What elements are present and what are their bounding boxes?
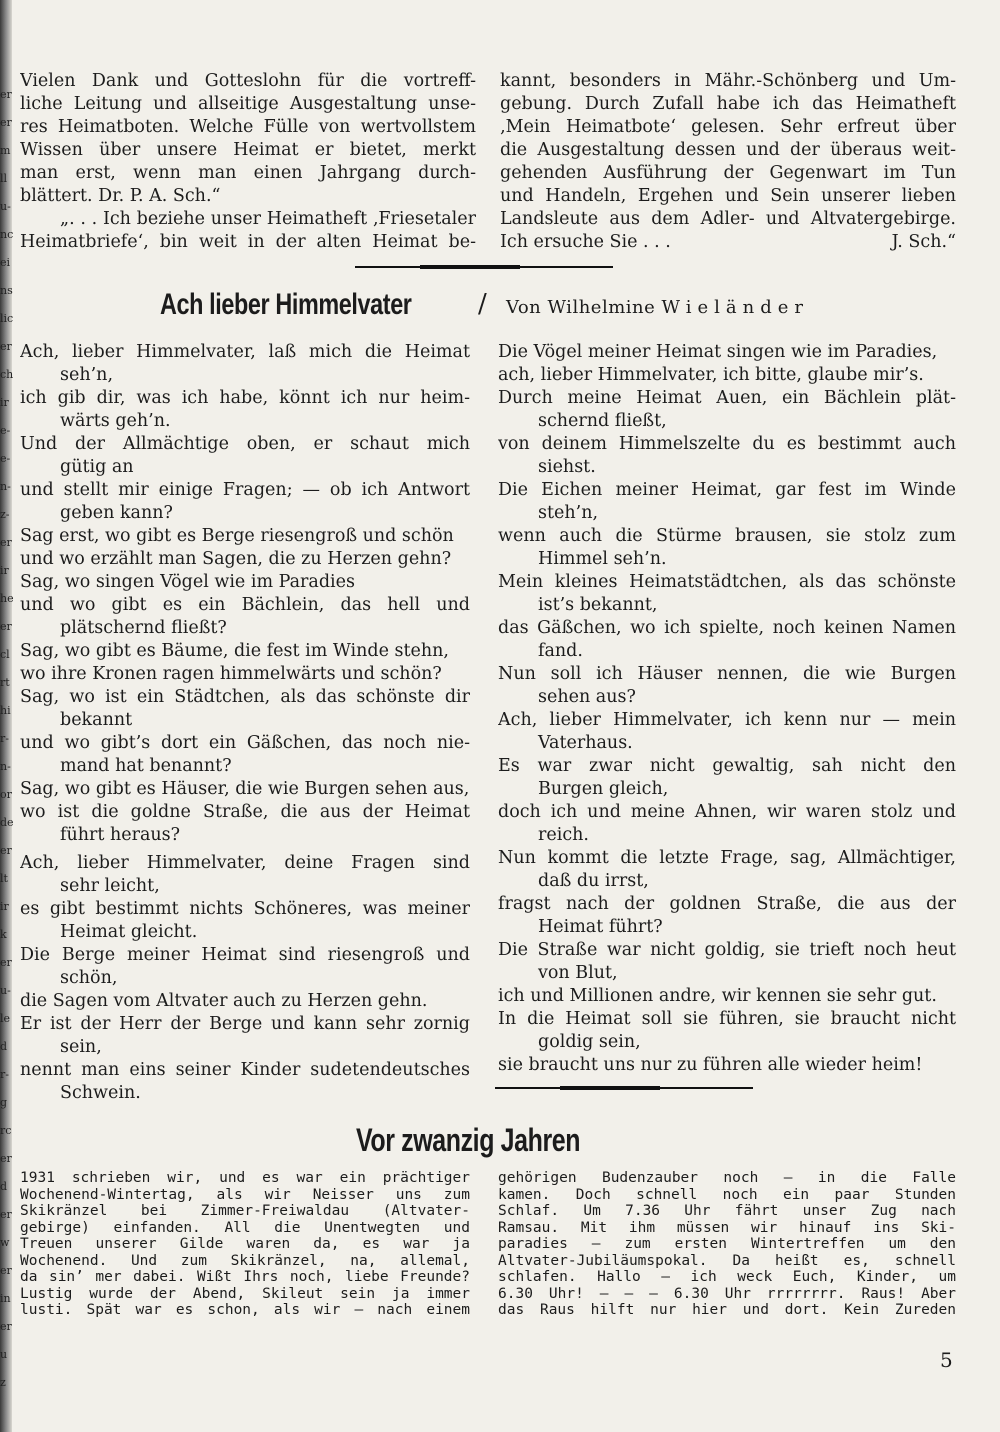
text-line: Ramsau. Mit ihm müssen wir hinauf ins Ski- [498, 1219, 956, 1236]
article-right-column [498, 1170, 956, 1319]
margin-fragment: u [0, 1348, 8, 1361]
verse-line: nennt man eins seiner Kinder sudetendeutsches [20, 1060, 470, 1080]
text-line: die Ausgestaltung dessen und der überaus weit- [500, 140, 956, 160]
text-line: Wissen über unsere Heimat er bietet, merkt [20, 140, 476, 160]
poem-title: Ach lieber Himmelvater [160, 288, 412, 321]
margin-fragment: in [0, 1292, 11, 1305]
margin-fragment: er [0, 1264, 12, 1277]
margin-fragment: ei [0, 256, 11, 269]
letters-right-column [500, 70, 956, 254]
margin-fragment: er [0, 88, 12, 101]
verse-line-continuation: geben kann? [60, 503, 173, 523]
verse-line: sie braucht uns nur zu führen alle wieder heim! [498, 1055, 923, 1075]
margin-fragment: le [0, 1012, 11, 1025]
text-line: res Heimatboten. Welche Fülle von wertvollstem [20, 117, 476, 137]
verse-line-continuation: sehr leicht, [60, 876, 160, 896]
verse-line: die Sagen vom Altvater auch zu Herzen gehn. [20, 991, 428, 1011]
article-left-column [20, 1170, 470, 1319]
verse-line: Sag, wo gibt es Bäume, die fest im Winde stehn, [20, 641, 449, 661]
text-line: Altvater-Jubiläumspokal. Da heißt es, schnell [498, 1252, 956, 1269]
margin-fragment: rc [0, 1124, 12, 1137]
text-line: gebung. Durch Zufall habe ich das Heimatheft [500, 94, 956, 114]
margin-fragment: cl [0, 648, 10, 661]
page-number: 5 [940, 1348, 953, 1372]
margin-fragment: e- [0, 424, 11, 437]
verse-line: wo ist die goldne Straße, die aus der Heimat [20, 802, 470, 822]
verse-line-continuation: mand hat benannt? [60, 756, 232, 776]
verse-line-continuation: siehst. [538, 457, 596, 477]
verse-line: und stellt mir einige Fragen; — ob ich Antwort [20, 480, 470, 500]
margin-fragment: ch [0, 368, 14, 381]
margin-fragment: g [0, 1096, 8, 1109]
margin-fragment: d [0, 1180, 8, 1193]
verse-line-continuation: wärts geh’n. [60, 411, 171, 431]
margin-fragment: u- [0, 984, 11, 997]
verse-line-continuation: plätschernd fließt? [60, 618, 227, 638]
margin-fragment: rt [0, 676, 10, 689]
verse-line: fragst nach der goldnen Straße, die aus der [498, 894, 956, 914]
verse-line: Nun kommt die letzte Frage, sag, Allmächtiger, [498, 848, 956, 868]
margin-fragment: n- [0, 760, 11, 773]
verse-line-continuation: von Blut, [538, 963, 618, 983]
verse-line: Mein kleines Heimatstädtchen, als das schönste [498, 572, 956, 592]
byline-prefix: Von Wilhelmine [506, 297, 656, 318]
text-line: das Raus hilft nur hier und dort. Kein Zureden [498, 1302, 956, 1318]
text-line: Lustig wurde der Abend, Skileut sein ja immer [20, 1285, 470, 1302]
verse-line: und wo gibt es ein Bächlein, das hell und [20, 595, 470, 615]
margin-fragment: ir [0, 396, 9, 409]
verse-line-continuation: Heimat gleicht. [60, 922, 198, 942]
text-line: 1931 schrieben wir, und es war ein prächtiger [20, 1170, 470, 1186]
verse-line: doch ich und meine Ahnen, wir waren stolz und [498, 802, 956, 822]
verse-line-continuation: führt heraus? [60, 825, 181, 845]
margin-fragment: r- [0, 1068, 9, 1081]
poem-right-column [498, 341, 956, 1077]
verse-line-continuation: fand. [538, 641, 583, 661]
margin-fragment: m [0, 144, 11, 157]
text-line: gehenden Ausführung der Gegenwart im Tun [500, 163, 956, 183]
margin-fragment: er [0, 1320, 12, 1333]
text-line: Heimatbriefe‘, bin weit in der alten Heimat be- [20, 232, 476, 252]
margin-fragment: er [0, 620, 12, 633]
verse-line: ich gib dir, was ich habe, könnt ich nur heim- [20, 388, 470, 408]
margin-fragment: er [0, 1208, 12, 1221]
margin-fragment: ir [0, 900, 9, 913]
verse-line: Die Straße war nicht goldig, sie trieft noch heut [498, 940, 956, 960]
text-line: gebirge) einfanden. All die Unentwegten und [20, 1219, 470, 1236]
verse-line-continuation: schernd fließt, [538, 411, 667, 431]
margin-fragment: er [0, 340, 12, 353]
verse-line: Sag, wo singen Vögel wie im Paradies [20, 572, 355, 592]
verse-line: Sag erst, wo gibt es Berge riesengroß und schön [20, 526, 454, 546]
author-name: Wieländer [661, 297, 809, 318]
verse-line-continuation: goldig sein, [538, 1032, 641, 1052]
verse-line-continuation: sein, [60, 1037, 102, 1057]
verse-line: Die Berge meiner Heimat sind riesengroß und [20, 945, 470, 965]
text-line: 6.30 Uhr! — — — 6.30 Uhr rrrrrrrr. Raus! Aber [498, 1285, 956, 1302]
text-line: da sin’ mer dabei. Wißt Ihrs noch, liebe Freunde? [20, 1269, 470, 1285]
text-line: Schlaf. Um 7.36 Uhr fährt unser Zug nach [498, 1203, 956, 1219]
margin-fragment: de [0, 816, 14, 829]
verse-line: Nun soll ich Häuser nennen, die wie Burgen [498, 664, 956, 684]
verse-line-continuation: reich. [538, 825, 589, 845]
verse-line-continuation: schön, [60, 968, 118, 988]
poem-byline [506, 297, 809, 318]
verse-line: Durch meine Heimat Auen, ein Bächlein plät- [498, 388, 956, 408]
verse-line-continuation: Burgen gleich, [538, 779, 669, 799]
text-line: Skikränzel bei Zimmer-Freiwaldau (Altvater- [20, 1203, 470, 1219]
verse-line-continuation: Heimat führt? [538, 917, 663, 937]
margin-fragment: ir [0, 564, 9, 577]
verse-line: ach, lieber Himmelvater, ich bitte, glaube mir’s. [498, 365, 924, 385]
margin-fragment: lt [0, 872, 8, 885]
text-line: gehörigen Budenzauber noch — in die Falle [498, 1170, 956, 1186]
text-line: Wochenend. Und zum Skikränzel, na, allemal, [20, 1252, 470, 1269]
verse-line-continuation: seh’n, [60, 365, 114, 385]
article-title: Vor zwanzig Jahren [356, 1122, 581, 1158]
verse-line-continuation: bekannt [60, 710, 133, 730]
text-line: Wochenend-Wintertag, als wir Neisser uns zum [20, 1186, 470, 1203]
text-line: und Handeln, Ergehen und Sein unserer lieben [500, 186, 956, 206]
margin-fragment: ll [0, 172, 8, 185]
closing-text: Ich ersuche Sie . . . [500, 232, 671, 252]
text-line: liche Leitung und allseitige Ausgestaltung unse- [20, 94, 476, 114]
divider-rule-center [420, 265, 520, 269]
verse-line-continuation: sehen aus? [538, 687, 636, 707]
verse-line-continuation: Vaterhaus. [538, 733, 633, 753]
signature: J. Sch.“ [891, 232, 956, 252]
margin-fragment: k [0, 928, 7, 941]
margin-fragment: w [0, 1236, 10, 1249]
text-line: Vielen Dank und Gotteslohn für die vortreff- [20, 71, 476, 91]
letters-left-column [20, 70, 476, 254]
verse-line: Ach, lieber Himmelvater, deine Fragen sind [20, 853, 470, 873]
margin-fragment: e- [0, 452, 11, 465]
margin-fragment: ns [0, 284, 13, 297]
verse-line-continuation: ist’s bekannt, [538, 595, 658, 615]
verse-line: Die Eichen meiner Heimat, gar fest im Winde [498, 480, 956, 500]
verse-line: Es war zwar nicht gewaltig, sah nicht den [498, 756, 956, 776]
divider-rule-center [560, 1086, 660, 1090]
margin-fragment: er [0, 844, 12, 857]
verse-line: Ach, lieber Himmelvater, laß mich die Heimat [20, 342, 470, 362]
verse-line: es gibt bestimmt nichts Schöneres, was meiner [20, 899, 470, 919]
margin-fragment: er [0, 536, 12, 549]
verse-line: und wo erzählt man Sagen, die zu Herzen gehn? [20, 549, 452, 569]
verse-line: Sag, wo ist ein Städtchen, als das schönste dir [20, 687, 470, 707]
title-separator: / [478, 289, 487, 319]
margin-fragment: n- [0, 480, 11, 493]
verse-line: In die Heimat soll sie führen, sie braucht nicht [498, 1009, 956, 1029]
text-line: Treuen unserer Gilde waren da, es war ja [20, 1236, 470, 1252]
margin-fragment: er [0, 1152, 12, 1165]
text-line: kamen. Doch schnell noch ein paar Stunden [498, 1186, 956, 1203]
margin-fragment: d [0, 1040, 8, 1053]
margin-fragment: or [0, 788, 12, 801]
margin-fragment: er [0, 956, 12, 969]
verse-line-continuation: gütig an [60, 457, 134, 477]
verse-line: Er ist der Herr der Berge und kann sehr zornig [20, 1014, 470, 1034]
verse-line: wo ihre Kronen ragen himmelwärts und schön? [20, 664, 442, 684]
margin-fragment: z [0, 1376, 6, 1389]
margin-fragment: u- [0, 200, 11, 213]
margin-fragment: lic [0, 312, 14, 325]
verse-line: und wo gibt’s dort ein Gäßchen, das noch nie- [20, 733, 470, 753]
margin-fragment: he [0, 592, 14, 605]
verse-line: von deinem Himmelszelte du es bestimmt auch [498, 434, 956, 454]
verse-line: Sag, wo gibt es Häuser, die wie Burgen sehen aus, [20, 779, 470, 799]
text-line: paradies — zum ersten Wintertreffen um den [498, 1236, 956, 1252]
verse-line-continuation: daß du irrst, [538, 871, 649, 891]
margin-fragment: nc [0, 228, 14, 241]
verse-line: Und der Allmächtige oben, er schaut mich [20, 434, 470, 454]
verse-line: Ach, lieber Himmelvater, ich kenn nur — mein [498, 710, 956, 730]
margin-fragment: hi [0, 704, 11, 717]
text-line [500, 231, 956, 254]
text-line: Landsleute aus dem Adler- und Altvatergebirge. [500, 209, 956, 229]
text-line: lusti. Spät war es schon, als wir — nach einem [20, 1302, 470, 1318]
verse-line-continuation: Schwein. [60, 1083, 141, 1103]
verse-line: ich und Millionen andre, wir kennen sie sehr gut. [498, 986, 937, 1006]
verse-line: das Gäßchen, wo ich spielte, noch keinen Namen [498, 618, 956, 638]
text-line: ‚Mein Heimatbote‘ gelesen. Sehr erfreut über [500, 117, 956, 137]
verse-line-continuation: Himmel seh’n. [538, 549, 667, 569]
margin-fragment: z- [0, 508, 10, 521]
text-line: kannt, besonders in Mähr.-Schönberg und Um- [500, 71, 956, 91]
verse-line-continuation: steh’n, [538, 503, 599, 523]
verse-line: wenn auch die Stürme brausen, sie stolz zum [498, 526, 956, 546]
margin-fragment: r- [0, 732, 9, 745]
text-line: man erst, wenn man einen Jahrgang durch- [20, 163, 476, 183]
text-line: „. . . Ich beziehe unser Heimatheft ‚Friesetaler [60, 209, 476, 229]
poem-left-column [20, 341, 470, 1105]
margin-fragment: er [0, 116, 12, 129]
text-line: schlafen. Hallo — ich weck Euch, Kinder, um [498, 1269, 956, 1285]
verse-line: Die Vögel meiner Heimat singen wie im Paradies, [498, 342, 938, 362]
text-line: blättert. Dr. P. A. Sch.“ [20, 186, 221, 206]
